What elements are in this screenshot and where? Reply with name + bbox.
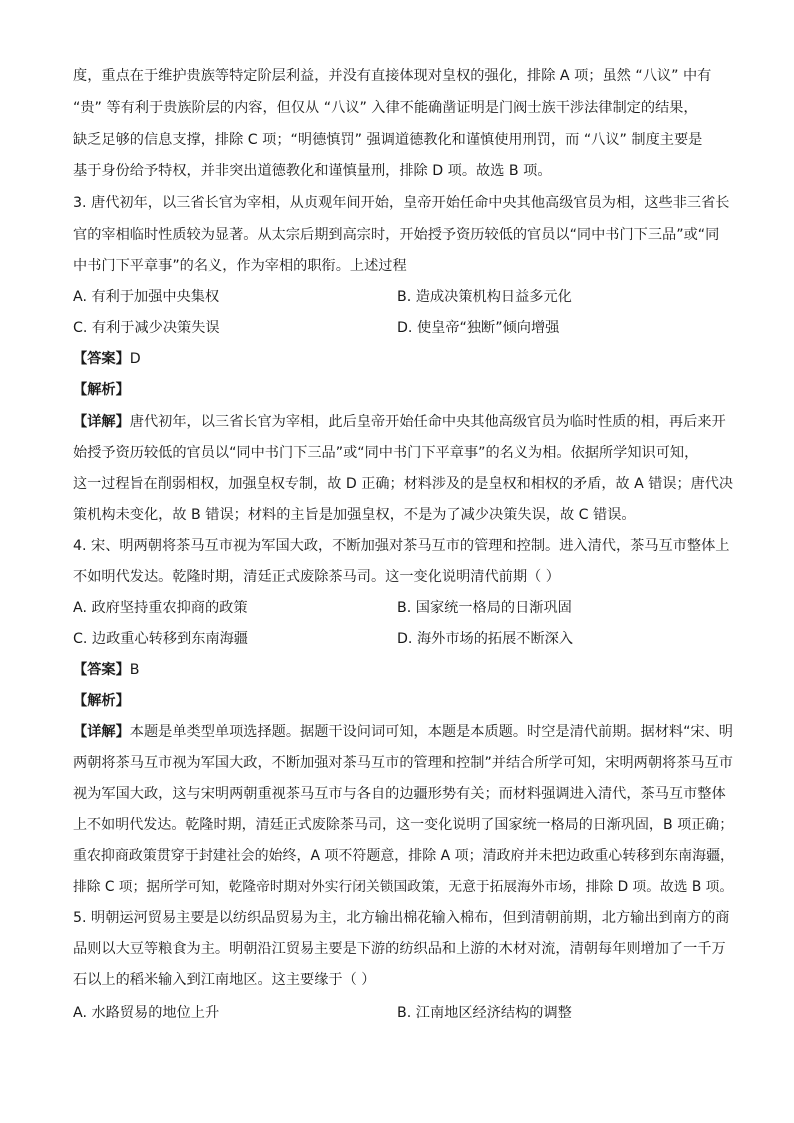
option-c: C. 有利于减少决策失误 [73, 320, 220, 336]
option-c: C. 边政重心转移到东南海疆 [73, 631, 248, 647]
analysis-tag: 【解析】 [73, 382, 130, 398]
detail-line: 视为军国大政，这与宋明两朝重视茶马互市与各自的边疆形势有关；而材料强调进入清代，茶马互市整体 [73, 786, 726, 802]
answer-line [73, 349, 733, 369]
detail-line: 始授予资历较低的官员以“同中书门下三品”或“同中书门下平章事”的名义为相。依据所学知识可知， [73, 445, 699, 461]
detail-line: 两朝将茶马互市视为军国大政，不断加强对茶马互市的管理和控制”并结合所学可知，宋明两朝将茶马互市 [73, 755, 733, 771]
detail-line [73, 722, 733, 742]
detail-tag: 【详解】 [73, 724, 130, 740]
question-stem-line: 3. 唐代初年，以三省长官为宰相，从贞观年间开始，皇帝开始任命中央其他高级官员为相，这些非三省长 [73, 195, 730, 211]
question-stem-line: 不如明代发达。乾隆时期，清廷正式废除茶马司。这一变化说明清代前期（ ） [73, 569, 560, 585]
analysis-tag: 【解析】 [73, 693, 130, 709]
detail-text: 本题是单类型单项选择题。据题干设问词可知，本题是本质题。时空是清代前期。据材料“宋、明 [129, 724, 733, 740]
answer-value: B [129, 662, 140, 678]
analysis-heading [73, 691, 733, 711]
continuation-line: “贵” 等有利于贵族阶层的内容，但仅从 “八议” 入律不能确凿证明是门阀士族干涉法律制定的结果， [73, 100, 698, 116]
question-stem-line: 品则以大豆等粮食为主。明朝沿江贸易主要是下游的纺织品和上游的木材对流，清朝每年则增加了一千万 [73, 941, 726, 957]
option-a: A. 政府坚持重农抑商的政策 [73, 600, 248, 616]
continuation-line: 度，重点在于维护贵族等特定阶层利益，并没有直接体现对皇权的强化，排除 A 项；虽然 “八议” 中有 [73, 68, 712, 84]
option-a: A. 水路贸易的地位上升 [73, 1005, 220, 1021]
answer-tag: 【答案】 [73, 662, 130, 678]
detail-line: 策机构未变化，故 B 错误；材料的主旨是加强皇权，不是为了减少决策失误，故 C 错误。 [73, 507, 636, 523]
option-a: A. 有利于加强中央集权 [73, 289, 220, 305]
question-stem-line: 中书门下平章事”的名义，作为宰相的职衔。上述过程 [73, 258, 407, 274]
answer-value: D [129, 351, 141, 367]
option-b: B. 江南地区经济结构的调整 [397, 1005, 572, 1021]
detail-line: 排除 C 项；据所学可知，乾隆帝时期对外实行闭关锁国政策，无意于拓展海外市场，排除 D 项。故选 B 项。 [73, 879, 734, 895]
question-stem-line: 官的宰相临时性质较为显著。从太宗后期到高宗时，开始授予资历较低的官员以“同中书门下三品”或“同 [73, 227, 720, 243]
analysis-heading [73, 380, 733, 400]
detail-line: 重农抑商政策贯穿于封建社会的始终，A 项不符题意，排除 A 项；清政府并未把边政重心转移到东南海疆， [73, 848, 735, 864]
detail-line: 这一过程旨在削弱相权，加强皇权专制，故 D 正确；材料涉及的是皇权和相权的矛盾，故 A 错误；唐代决 [73, 476, 734, 492]
option-b: B. 造成决策机构日益多元化 [397, 289, 572, 305]
answer-line [73, 660, 733, 680]
question-stem-line: 4. 宋、明两朝将茶马互市视为军国大政，不断加强对茶马互市的管理和控制。进入清代，茶马互市整体上 [73, 538, 730, 554]
continuation-line: 基于身份给予特权，并非突出道德教化和谨慎量刑，排除 D 项。故选 B 项。 [73, 163, 552, 179]
detail-text: 唐代初年，以三省长官为宰相，此后皇帝开始任命中央其他高级官员为临时性质的相，再后来开 [129, 414, 726, 430]
option-d: D. 使皇帝“独断”倾向增强 [397, 320, 560, 336]
option-b: B. 国家统一格局的日渐巩固 [397, 600, 572, 616]
question-stem-line: 石以上的稻米输入到江南地区。这主要缘于（ ） [73, 972, 376, 988]
continuation-line: 缺乏足够的信息支撑，排除 C 项；“明德慎罚” 强调道德教化和谨慎使用刑罚，而 “八议” 制度主要是 [73, 132, 703, 148]
detail-line [73, 412, 733, 432]
detail-tag: 【详解】 [73, 414, 130, 430]
answer-tag: 【答案】 [73, 351, 130, 367]
detail-line: 上不如明代发达。乾隆时期，清廷正式废除茶马司，这一变化说明了国家统一格局的日渐巩固，B 项正确； [73, 817, 734, 833]
question-stem-line: 5. 明朝运河贸易主要是以纺织品贸易为主，北方输出棉花输入棉布，但到清朝前期，北方输出到南方的商 [73, 910, 730, 926]
option-d: D. 海外市场的拓展不断深入 [397, 631, 574, 647]
